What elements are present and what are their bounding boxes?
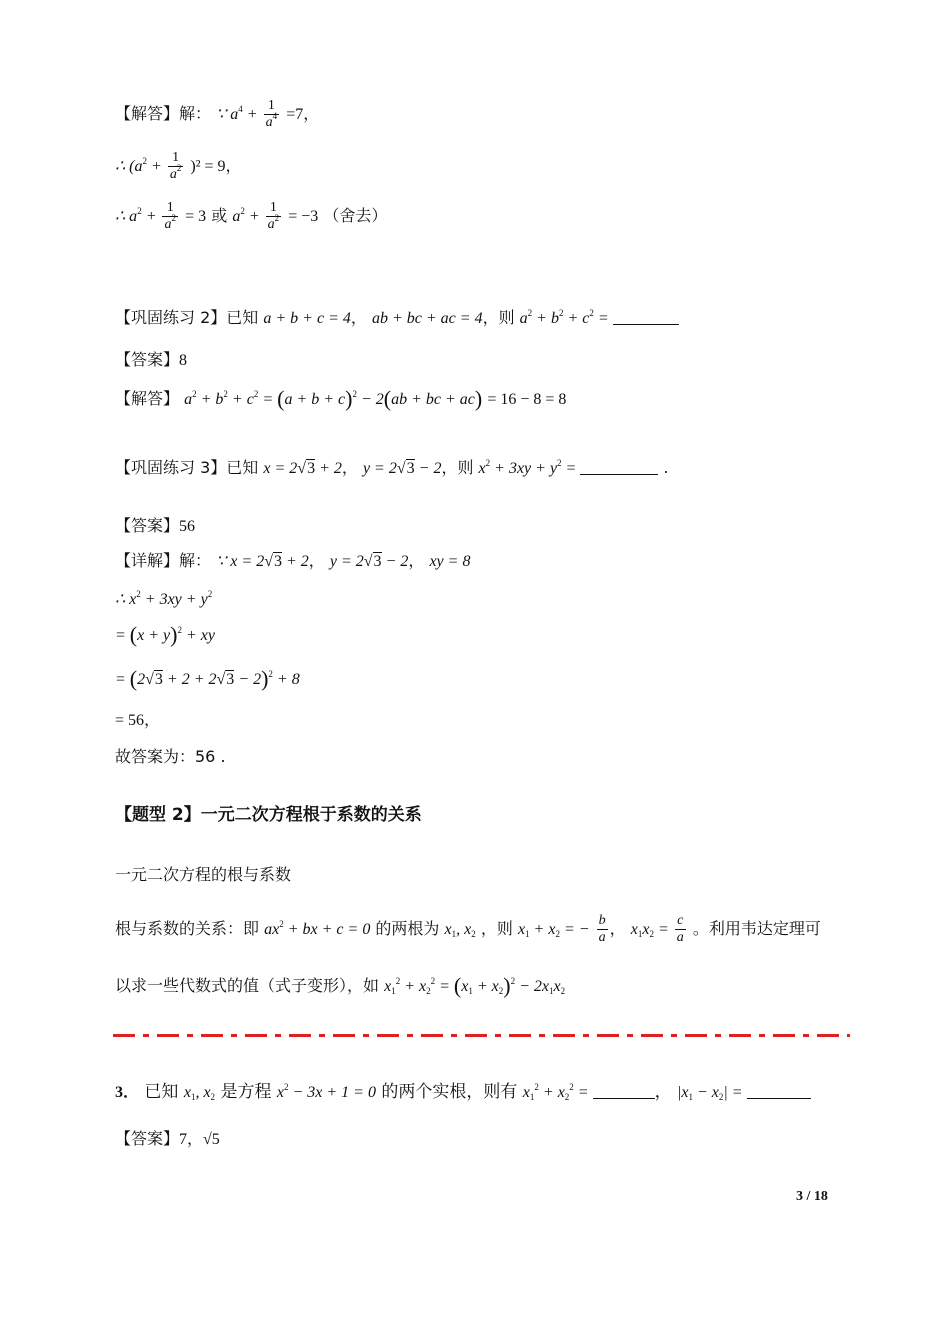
practice-3-step-2: = $(x + y)^2$ + xy: [115, 622, 215, 647]
practice-3-step-4: = 56，: [115, 712, 161, 729]
eq-value: )² = 9，: [190, 158, 242, 175]
section-subtitle: 一元二次方程的根与系数: [115, 865, 292, 884]
section-separator: [113, 1034, 850, 1037]
section-title: 【题型 2】一元二次方程根于系数的关系: [115, 805, 422, 825]
answer-blank: [580, 460, 658, 475]
practice-3-conclusion: 故答案为：56 .: [115, 747, 226, 766]
practice-3-question: 【巩固练习 3】已知 x = 2√3 + 2， y = 2√3 − 2，则 $x^2 + 3xy + y^2$ = .: [115, 458, 669, 477]
solution-line-1: 【解答】解： ∵ $a^4$ + $\frac{1}{a^4}$ =7，: [115, 98, 320, 130]
solution-line-2: ∴ ($a^2$ + $\frac{1}{a^2}$ )² = 9，: [115, 150, 242, 182]
practice-2-question: 【巩固练习 2】已知 a + b + c = 4， ab + bc + ac = 4，则 $a^2 + b^2 + c^2$ =: [115, 307, 679, 330]
practice-2-answer: 【答案】8: [115, 350, 188, 369]
answer-blank-2: [747, 1084, 811, 1099]
solution-line-3: ∴ $a^2$ + $\frac{1}{a^2}$ = 3 或 $a^2$ + $\frac{1}{a^2}$ = −3 （舍去）: [115, 200, 388, 232]
practice-2-label: 【巩固练习 2】已知: [115, 308, 259, 327]
vieta-description-1: 根与系数的关系：即 $ax^2$ + bx + c = 0 的两根为 $x_1$, $x_2$ ，则 $x_1 + x_2$ = − $\frac{b}{a}$ ， $x_1x_2$ = $\frac{c}{a}$ 。利用韦达定理可: [115, 913, 821, 945]
solution-label: 【解答】解：: [115, 104, 212, 123]
practice-3-label: 【巩固练习 3】已知: [115, 458, 259, 477]
question-3-answer: 【答案】7，√5: [115, 1129, 220, 1148]
practice-3-detail: 【详解】解： ∵ x = 2√3 + 2， y = 2√3 − 2， xy = 8: [115, 551, 471, 570]
practice-3-answer: 【答案】56: [115, 516, 196, 535]
page-number: 3 / 18: [796, 1189, 828, 1204]
answer-blank: [613, 310, 679, 325]
vieta-description-2: 以求一些代数式的值（式子变形），如 $x_1^2 + x_2^2 = (x_1 + x_2)^2 - 2x_1x_2$: [115, 973, 566, 998]
answer-blank-1: [593, 1084, 655, 1099]
practice-2-solution: 【解答】 $a^2 + b^2 + c^2 = (a + b + c)^2 - 2(ab$ + bc + ac) = 16 − 8 = 8: [115, 386, 567, 411]
question-3: 3． 已知 $x_1$, $x_2$ 是方程 $x^2 - 3x + 1 = 0$ 的两个实根，则有 $x_1^2 + x_2^2$ = ， $|x_1 - x_2|$ =: [115, 1081, 811, 1104]
eq-value: =7，: [286, 106, 320, 123]
practice-3-step-3: = $(2√3 + 2 + 2√3 - 2)^2 + 8$: [115, 666, 300, 691]
practice-3-step-1: ∴ $x^2 + 3xy + y^2$: [115, 589, 213, 608]
